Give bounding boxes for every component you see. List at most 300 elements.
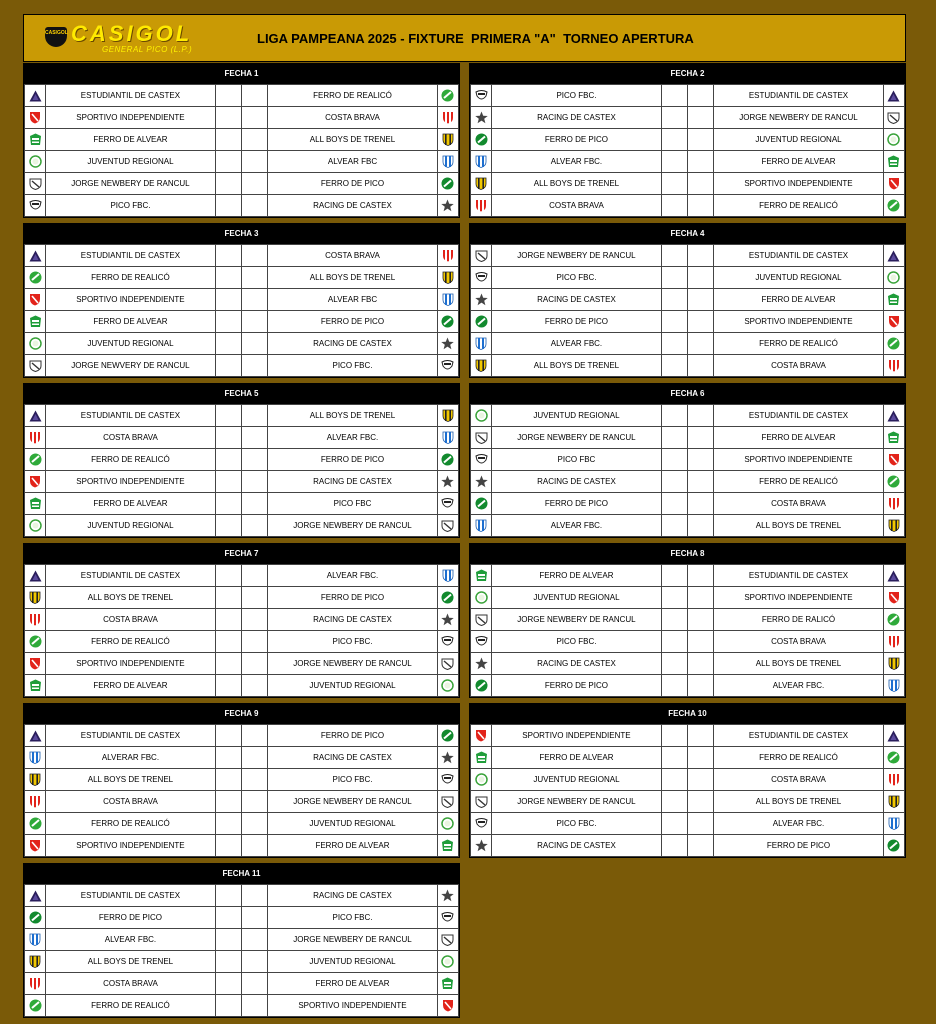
- fecha-block: [469, 543, 906, 698]
- away-team-name: JORGE NEWBERY DE RANCUL: [268, 653, 437, 675]
- away-team-name: ALVEAR FBC.: [714, 813, 883, 835]
- away-team-name: ESTUDIANTIL DE CASTEX: [714, 85, 883, 107]
- home-team-name: COSTA BRAVA: [46, 973, 215, 995]
- away-score-cell: [241, 675, 267, 697]
- match-row: [25, 675, 459, 697]
- estudiantil-icon: [887, 250, 900, 262]
- ferro-pico-crest-icon: [471, 311, 492, 333]
- ferro-pico-icon: [441, 315, 454, 328]
- away-score-cell: [241, 951, 267, 973]
- juventud-icon: [29, 337, 42, 350]
- fecha-block: [469, 63, 906, 218]
- away-team-name: ESTUDIANTIL DE CASTEX: [714, 725, 883, 747]
- home-team-name: COSTA BRAVA: [46, 427, 215, 449]
- home-team-name: PICO FBC.: [492, 631, 661, 653]
- home-team-name: FERRO DE REALICÓ: [46, 995, 215, 1017]
- jorge-newbery-crest-icon: [471, 427, 492, 449]
- estudiantil-crest-icon: [883, 565, 904, 587]
- away-team-name: JORGE NEWBERY DE RANCUL: [268, 791, 437, 813]
- fixture-table: [24, 244, 459, 377]
- home-team-name: JORGE NEWBERY DE RANCUL: [492, 245, 661, 267]
- alvear-fbc-icon: [888, 817, 900, 830]
- sportivo-icon: [29, 839, 41, 852]
- match-row: [25, 449, 459, 471]
- fecha-title: FECHA 5: [24, 384, 459, 404]
- logo-subtext: GENERAL PICO (L.P.): [102, 45, 193, 54]
- away-team-name: RACING DE CASTEX: [268, 195, 437, 217]
- away-score-cell: [687, 311, 713, 333]
- estudiantil-icon: [887, 410, 900, 422]
- match-row: [25, 493, 459, 515]
- match-row: [25, 355, 459, 377]
- home-team-name: FERRO DE ALVEAR: [46, 129, 215, 151]
- home-team-name: JORGE NEWBERY DE RANCUL: [46, 173, 215, 195]
- away-team-name: FERRO DE ALVEAR: [714, 151, 883, 173]
- home-team-name: FERRO DE REALICÓ: [46, 631, 215, 653]
- away-team-name: ALL BOYS DE TRENEL: [714, 791, 883, 813]
- away-team-name: ALVEAR FBC: [268, 289, 437, 311]
- jorge-newbery-crest-icon: [883, 107, 904, 129]
- match-row: [471, 565, 905, 587]
- ferro-realico-icon: [887, 751, 900, 764]
- ferro-pico-crest-icon: [471, 129, 492, 151]
- away-score-cell: [687, 835, 713, 857]
- away-team-name: FERRO DE REALICÓ: [714, 195, 883, 217]
- away-score-cell: [241, 267, 267, 289]
- sportivo-crest-icon: [883, 449, 904, 471]
- jorge-newbery-icon: [441, 519, 454, 532]
- costa-brava-crest-icon: [883, 631, 904, 653]
- fecha-block: [23, 543, 460, 698]
- away-score-cell: [687, 515, 713, 537]
- away-team-name: FERRO DE ALVEAR: [268, 973, 437, 995]
- away-score-cell: [241, 907, 267, 929]
- pico-fbc-crest-icon: [437, 907, 458, 929]
- ferro-pico-icon: [441, 177, 454, 190]
- match-row: [25, 515, 459, 537]
- match-row: [471, 813, 905, 835]
- away-team-name: FERRO DE REALICÓ: [714, 747, 883, 769]
- away-score-cell: [241, 835, 267, 857]
- alvear-fbc-icon: [475, 519, 487, 532]
- jorge-newbery-crest-icon: [25, 173, 46, 195]
- match-row: [25, 195, 459, 217]
- costa-brava-icon: [888, 359, 900, 372]
- ferro-pico-icon: [29, 911, 42, 924]
- pico-fbc-crest-icon: [25, 195, 46, 217]
- match-row: [471, 631, 905, 653]
- racing-icon: [441, 475, 454, 488]
- away-team-name: ESTUDIANTIL DE CASTEX: [714, 565, 883, 587]
- home-score-cell: [661, 173, 687, 195]
- away-score-cell: [687, 493, 713, 515]
- home-score-cell: [215, 195, 241, 217]
- away-score-cell: [687, 813, 713, 835]
- pico-fbc-icon: [441, 774, 454, 786]
- jorge-newbery-icon: [475, 431, 488, 444]
- match-row: [25, 791, 459, 813]
- ferro-realico-crest-icon: [883, 747, 904, 769]
- alvear-fbc-icon: [29, 751, 41, 764]
- match-row: [471, 769, 905, 791]
- costa-brava-icon: [888, 497, 900, 510]
- racing-crest-icon: [437, 747, 458, 769]
- away-score-cell: [687, 631, 713, 653]
- away-score-cell: [241, 449, 267, 471]
- home-team-name: PICO FBC.: [46, 195, 215, 217]
- pico-fbc-crest-icon: [471, 85, 492, 107]
- ferro-pico-crest-icon: [437, 173, 458, 195]
- home-team-name: PICO FBC.: [492, 85, 661, 107]
- home-score-cell: [215, 747, 241, 769]
- home-score-cell: [661, 493, 687, 515]
- alvear-fbc-crest-icon: [471, 151, 492, 173]
- home-score-cell: [661, 151, 687, 173]
- home-team-name: JUVENTUD REGIONAL: [492, 769, 661, 791]
- home-score-cell: [215, 725, 241, 747]
- fixture-table: [24, 404, 459, 537]
- home-team-name: JORGE NEWBERY DE RANCUL: [492, 791, 661, 813]
- home-team-name: FERRO DE REALICÓ: [46, 267, 215, 289]
- costa-brava-crest-icon: [437, 245, 458, 267]
- jorge-newbery-crest-icon: [437, 515, 458, 537]
- juventud-icon: [475, 591, 488, 604]
- jorge-newbery-icon: [475, 249, 488, 262]
- sportivo-icon: [888, 177, 900, 190]
- away-score-cell: [687, 151, 713, 173]
- away-team-name: JUVENTUD REGIONAL: [268, 951, 437, 973]
- home-team-name: RACING DE CASTEX: [492, 107, 661, 129]
- alvear-fbc-crest-icon: [471, 515, 492, 537]
- away-team-name: ALL BOYS DE TRENEL: [714, 653, 883, 675]
- match-row: [471, 725, 905, 747]
- pico-fbc-icon: [441, 360, 454, 372]
- sportivo-crest-icon: [25, 471, 46, 493]
- away-team-name: JORGE NEWBERY DE RANCUL: [268, 929, 437, 951]
- match-row: [25, 151, 459, 173]
- away-score-cell: [241, 129, 267, 151]
- costa-brava-icon: [475, 199, 487, 212]
- jorge-newbery-icon: [475, 795, 488, 808]
- home-team-name: ESTUDIANTIL DE CASTEX: [46, 85, 215, 107]
- home-team-name: FERRO DE ALVEAR: [492, 565, 661, 587]
- alvear-fbc-icon: [442, 155, 454, 168]
- ferro-alvear-crest-icon: [471, 747, 492, 769]
- ferro-realico-crest-icon: [883, 609, 904, 631]
- racing-icon: [441, 337, 454, 350]
- match-row: [471, 587, 905, 609]
- away-score-cell: [241, 151, 267, 173]
- sportivo-crest-icon: [25, 289, 46, 311]
- home-score-cell: [215, 973, 241, 995]
- sportivo-crest-icon: [437, 995, 458, 1017]
- home-team-name: PICO FBC.: [492, 813, 661, 835]
- ferro-alvear-crest-icon: [25, 311, 46, 333]
- home-team-name: JUVENTUD REGIONAL: [492, 587, 661, 609]
- pico-fbc-icon: [441, 498, 454, 510]
- racing-crest-icon: [471, 471, 492, 493]
- all-boys-icon: [442, 271, 454, 284]
- fixture-table: [470, 404, 905, 537]
- all-boys-crest-icon: [883, 653, 904, 675]
- away-score-cell: [241, 427, 267, 449]
- away-team-name: PICO FBC: [268, 493, 437, 515]
- jorge-newbery-crest-icon: [471, 609, 492, 631]
- away-team-name: ALL BOYS DE TRENEL: [268, 267, 437, 289]
- home-team-name: ALVEAR FBC.: [492, 333, 661, 355]
- ferro-alvear-icon: [887, 293, 900, 306]
- away-team-name: ALL BOYS DE TRENEL: [268, 129, 437, 151]
- home-score-cell: [215, 813, 241, 835]
- home-score-cell: [215, 631, 241, 653]
- costa-brava-icon: [888, 773, 900, 786]
- logo-text: CASIGOL: [71, 21, 193, 46]
- away-score-cell: [241, 311, 267, 333]
- fecha-block: [23, 63, 460, 218]
- jorge-newbery-icon: [29, 177, 42, 190]
- fecha-block: [23, 703, 460, 858]
- home-score-cell: [215, 653, 241, 675]
- home-score-cell: [215, 85, 241, 107]
- all-boys-icon: [442, 133, 454, 146]
- away-team-name: SPORTIVO INDEPENDIENTE: [714, 311, 883, 333]
- estudiantil-icon: [887, 730, 900, 742]
- juventud-icon: [29, 155, 42, 168]
- fecha-title: FECHA 1: [24, 64, 459, 84]
- racing-crest-icon: [437, 195, 458, 217]
- ferro-pico-crest-icon: [437, 311, 458, 333]
- ferro-pico-icon: [441, 453, 454, 466]
- jorge-newbery-icon: [441, 933, 454, 946]
- all-boys-icon: [29, 773, 41, 786]
- match-row: [471, 675, 905, 697]
- home-score-cell: [661, 587, 687, 609]
- fecha-block: [23, 223, 460, 378]
- home-team-name: FERRO DE ALVEAR: [492, 747, 661, 769]
- pico-fbc-crest-icon: [471, 813, 492, 835]
- away-team-name: FERRO DE PICO: [714, 835, 883, 857]
- match-row: [471, 515, 905, 537]
- home-score-cell: [215, 907, 241, 929]
- juventud-crest-icon: [25, 151, 46, 173]
- racing-icon: [475, 111, 488, 124]
- alvear-fbc-crest-icon: [437, 427, 458, 449]
- away-score-cell: [241, 565, 267, 587]
- home-team-name: PICO FBC: [492, 449, 661, 471]
- home-score-cell: [215, 333, 241, 355]
- away-score-cell: [241, 245, 267, 267]
- home-team-name: FERRO DE PICO: [46, 907, 215, 929]
- away-team-name: ALVEAR FBC.: [268, 565, 437, 587]
- ferro-realico-crest-icon: [883, 195, 904, 217]
- home-score-cell: [661, 835, 687, 857]
- racing-icon: [441, 613, 454, 626]
- sportivo-icon: [888, 591, 900, 604]
- away-team-name: RACING DE CASTEX: [268, 333, 437, 355]
- ferro-pico-icon: [475, 133, 488, 146]
- match-row: [25, 885, 459, 907]
- jorge-newbery-icon: [441, 795, 454, 808]
- home-score-cell: [661, 565, 687, 587]
- match-row: [471, 835, 905, 857]
- away-score-cell: [241, 355, 267, 377]
- jorge-newbery-icon: [887, 111, 900, 124]
- away-team-name: COSTA BRAVA: [714, 631, 883, 653]
- away-score-cell: [241, 791, 267, 813]
- away-score-cell: [687, 245, 713, 267]
- match-row: [25, 907, 459, 929]
- jorge-newbery-icon: [441, 657, 454, 670]
- away-score-cell: [687, 653, 713, 675]
- match-row: [25, 311, 459, 333]
- alvear-fbc-crest-icon: [437, 151, 458, 173]
- pico-fbc-icon: [441, 912, 454, 924]
- away-score-cell: [241, 471, 267, 493]
- match-row: [471, 289, 905, 311]
- pico-fbc-icon: [475, 454, 488, 466]
- estudiantil-crest-icon: [25, 725, 46, 747]
- ferro-alvear-icon: [887, 431, 900, 444]
- ferro-realico-crest-icon: [437, 85, 458, 107]
- home-score-cell: [661, 675, 687, 697]
- racing-icon: [475, 293, 488, 306]
- home-score-cell: [661, 449, 687, 471]
- jorge-newbery-crest-icon: [471, 245, 492, 267]
- away-team-name: RACING DE CASTEX: [268, 885, 437, 907]
- pico-fbc-crest-icon: [471, 631, 492, 653]
- match-row: [471, 311, 905, 333]
- home-team-name: JUVENTUD REGIONAL: [46, 515, 215, 537]
- home-score-cell: [215, 885, 241, 907]
- costa-brava-icon: [29, 977, 41, 990]
- estudiantil-crest-icon: [883, 85, 904, 107]
- away-score-cell: [687, 405, 713, 427]
- away-score-cell: [687, 195, 713, 217]
- juventud-crest-icon: [471, 769, 492, 791]
- home-score-cell: [215, 493, 241, 515]
- home-score-cell: [661, 471, 687, 493]
- home-score-cell: [661, 813, 687, 835]
- home-team-name: RACING DE CASTEX: [492, 289, 661, 311]
- match-row: [25, 173, 459, 195]
- sportivo-icon: [442, 999, 454, 1012]
- home-team-name: ESTUDIANTIL DE CASTEX: [46, 405, 215, 427]
- away-score-cell: [687, 769, 713, 791]
- home-score-cell: [661, 791, 687, 813]
- ferro-alvear-icon: [29, 315, 42, 328]
- away-score-cell: [687, 427, 713, 449]
- ferro-alvear-icon: [887, 155, 900, 168]
- home-team-name: COSTA BRAVA: [46, 609, 215, 631]
- away-score-cell: [687, 267, 713, 289]
- alvear-fbc-crest-icon: [883, 813, 904, 835]
- away-team-name: FERRO DE ALVEAR: [714, 289, 883, 311]
- away-team-name: ALVEAR FBC.: [268, 427, 437, 449]
- sportivo-icon: [888, 315, 900, 328]
- ferro-pico-icon: [475, 315, 488, 328]
- estudiantil-icon: [29, 250, 42, 262]
- match-row: [471, 151, 905, 173]
- estudiantil-crest-icon: [25, 85, 46, 107]
- away-score-cell: [241, 107, 267, 129]
- match-row: [25, 107, 459, 129]
- racing-crest-icon: [471, 107, 492, 129]
- home-team-name: ALL BOYS DE TRENEL: [46, 951, 215, 973]
- match-row: [471, 791, 905, 813]
- ferro-pico-crest-icon: [471, 675, 492, 697]
- away-team-name: ALL BOYS DE TRENEL: [268, 405, 437, 427]
- away-score-cell: [241, 747, 267, 769]
- ferro-pico-crest-icon: [437, 587, 458, 609]
- estudiantil-crest-icon: [25, 565, 46, 587]
- away-team-name: PICO FBC.: [268, 631, 437, 653]
- alvear-fbc-crest-icon: [437, 289, 458, 311]
- home-score-cell: [661, 85, 687, 107]
- away-team-name: ESTUDIANTIL DE CASTEX: [714, 405, 883, 427]
- away-score-cell: [687, 725, 713, 747]
- away-team-name: FERRO DE RALICÓ: [714, 609, 883, 631]
- match-row: [471, 653, 905, 675]
- ferro-pico-icon: [887, 839, 900, 852]
- ferro-alvear-crest-icon: [471, 565, 492, 587]
- juventud-crest-icon: [471, 405, 492, 427]
- pico-fbc-crest-icon: [437, 355, 458, 377]
- match-row: [25, 587, 459, 609]
- estudiantil-icon: [29, 90, 42, 102]
- racing-icon: [441, 889, 454, 902]
- home-team-name: ALVEAR FBC.: [492, 515, 661, 537]
- alvear-fbc-icon: [475, 337, 487, 350]
- away-score-cell: [241, 173, 267, 195]
- away-team-name: COSTA BRAVA: [714, 493, 883, 515]
- home-score-cell: [215, 609, 241, 631]
- racing-icon: [441, 751, 454, 764]
- jorge-newbery-crest-icon: [437, 791, 458, 813]
- all-boys-crest-icon: [883, 515, 904, 537]
- all-boys-icon: [475, 359, 487, 372]
- sportivo-icon: [29, 657, 41, 670]
- fecha-block: [23, 383, 460, 538]
- home-score-cell: [661, 631, 687, 653]
- home-team-name: SPORTIVO INDEPENDIENTE: [46, 653, 215, 675]
- all-boys-icon: [888, 795, 900, 808]
- pico-fbc-icon: [441, 636, 454, 648]
- away-score-cell: [687, 565, 713, 587]
- home-score-cell: [215, 405, 241, 427]
- home-score-cell: [661, 245, 687, 267]
- jorge-newbery-crest-icon: [25, 355, 46, 377]
- away-score-cell: [687, 355, 713, 377]
- costa-brava-crest-icon: [883, 355, 904, 377]
- away-team-name: FERRO DE REALICÓ: [714, 471, 883, 493]
- ferro-realico-icon: [887, 337, 900, 350]
- match-row: [471, 173, 905, 195]
- all-boys-crest-icon: [25, 951, 46, 973]
- estudiantil-crest-icon: [883, 245, 904, 267]
- away-score-cell: [687, 173, 713, 195]
- home-team-name: ALL BOYS DE TRENEL: [492, 173, 661, 195]
- away-score-cell: [687, 791, 713, 813]
- estudiantil-crest-icon: [883, 405, 904, 427]
- alvear-fbc-icon: [475, 155, 487, 168]
- racing-icon: [475, 475, 488, 488]
- home-score-cell: [661, 405, 687, 427]
- juventud-crest-icon: [883, 129, 904, 151]
- home-score-cell: [215, 173, 241, 195]
- match-row: [25, 631, 459, 653]
- costa-brava-icon: [442, 249, 454, 262]
- costa-brava-crest-icon: [883, 493, 904, 515]
